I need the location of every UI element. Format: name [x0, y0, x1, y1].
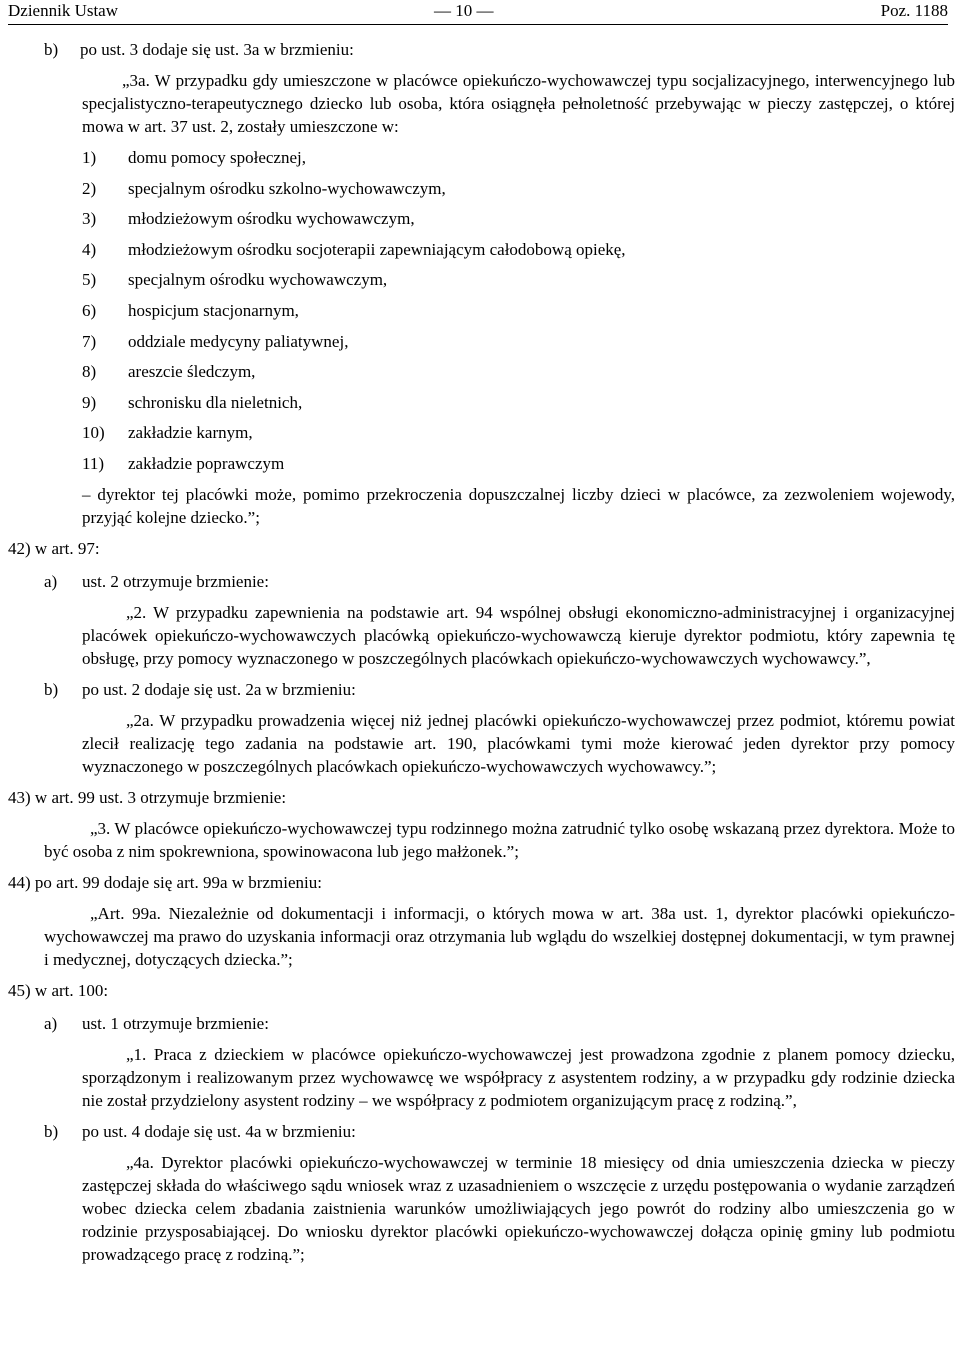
list-item-text: zakładzie karnym, [128, 423, 253, 443]
section-42-point-b [44, 678, 955, 701]
point-a-text: ust. 2 otrzymuje brzmienie: [82, 571, 269, 591]
section-45-heading: 45) w art. 100: [8, 980, 109, 1000]
list-item-number: 7) [82, 331, 97, 351]
section-45-quote-b: „4a. Dyrektor placówki opiekuńczo-wychowawczej w terminie 18 miesięcy od dnia umieszczenia dziecka w pieczy zastępczej składa do właściwego sądu wniosek wraz z uzasadnieniem o wszczęcie z urzędu postępowania o wydanie zarządzeń wobec dziecka celem zbadania zaistnienia warunków umożliwiających jego powrót do rodziny albo umieszczenia go w rodzinie przysposabiającej. Do wniosku dyrektor placówki opiekuńczo-wychowawczej dołącza opinię gminy lub podmiotu prowadzącego pracę z rodziną.”; [82, 1152, 955, 1264]
list-item-number: 2) [82, 178, 97, 198]
list-item [82, 330, 955, 353]
list-item-text: oddziale medycyny paliatywnej, [128, 331, 349, 351]
list-item-text: areszcie śledczym, [128, 362, 256, 382]
section-42-heading: 42) w art. 97: [8, 538, 100, 558]
list-item [82, 360, 955, 383]
list-item-text: młodzieżowym ośrodku socjoterapii zapewniającym całodobową opiekę, [128, 239, 626, 259]
section-44-quote: „Art. 99a. Niezależnie od dokumentacji i informacji, o których mowa w art. 38a ust. 1, dyrektor placówki opiekuńczo-wychowawczej ma prawo do uzyskania informacji oraz otrzymania lub wglądu do wszelkiej dostępnej dokumentacji, w tym prawnej i medycznej, dotyczących dziecka.”; [44, 903, 955, 969]
list-item [82, 391, 955, 414]
list-item [82, 238, 955, 261]
list-item [82, 421, 955, 444]
list-item-number: 11) [82, 453, 105, 473]
list-item [82, 268, 955, 291]
position-number: Poz. 1188 [880, 1, 948, 20]
point-a-text: ust. 1 otrzymuje brzmienie: [82, 1013, 269, 1033]
section-44-heading: 44) po art. 99 dodaje się art. 99a w brzmieniu: [8, 872, 322, 892]
point-b-marker: b) [44, 1121, 59, 1141]
section-42-quote-b: „2a. W przypadku prowadzenia więcej niż jednej placówki opiekuńczo-wychowawczej przez podmiot, któremu powiat zlecił realizację tego zadania na podstawie art. 190, placówkami tymi może kierować jeden dyrektor przy pomocy wyznaczonego w poszczególnych placówkach opiekuńczo-wychowawczych wychowawcy.”; [82, 710, 955, 776]
section-43-heading: 43) w art. 99 ust. 3 otrzymuje brzmienie: [8, 787, 287, 807]
list-item-number: 9) [82, 392, 97, 412]
document-body [0, 38, 960, 1266]
list-item-text: młodzieżowym ośrodku wychowawczym, [128, 209, 415, 229]
list-item-number: 10) [82, 423, 105, 443]
list-item [82, 299, 955, 322]
list-item-number: 3) [82, 209, 97, 229]
point-a-marker: a) [44, 571, 58, 591]
page-number: — 10 — [434, 1, 494, 20]
point-b-marker: b) [44, 40, 59, 59]
point-b-text: po ust. 4 dodaje się ust. 4a w brzmieniu: [82, 1121, 356, 1141]
list-item-text: specjalnym ośrodku szkolno-wychowawczym, [128, 178, 446, 198]
list-item [82, 452, 955, 475]
paragraph-3a: „3a. W przypadku gdy umieszczone w placówce opiekuńczo-wychowawczej typu socjalizacyjnego, interwencyjnego lub specjalistyczno-terapeutycznego dziecko lub osoba, która osiągnęła pełnoletność przebywając w pieczy zastępczej, o której mowa w art. 37 ust. 2, zostały umieszczone w: [82, 71, 955, 136]
enumerated-list [0, 146, 960, 475]
section-45-quote-a: „1. Praca z dzieckiem w placówce opiekuńczo-wychowawczej jest prowadzona zgodnie z planem pomocy dziecku, sporządzonym i realizowanym przez wychowawcę we współpracy z asystentem rodziny, a w przypadku gdy rodzinie dziecka nie został przydzielony asystent rodziny – we współpracy z podmiotem organizującym pracę z rodziną.”, [82, 1044, 955, 1110]
header-rule [8, 24, 948, 25]
page-header [0, 0, 960, 24]
section-45-point-b [44, 1120, 955, 1143]
list-item [82, 207, 955, 230]
list-item-number: 8) [82, 362, 97, 382]
list-item [82, 177, 955, 200]
point-b-text: po ust. 3 dodaje się ust. 3a w brzmieniu: [80, 40, 354, 59]
section-42-quote-a: „2. W przypadku zapewnienia na podstawie art. 94 wspólnej obsługi ekonomiczno-administracyjnej i organizacyjnej placówek opiekuńczo-wychowawczych placówką opiekuńczo-wychowawczą kieruje dyrektor podmiotu, który zapewnia tę obsługę, przy pomocy wyznaczonego w poszczególnych placówkach opiekuńczo-wychowawczych wychowawcy.”, [82, 602, 955, 668]
section-42-point-a [44, 570, 955, 593]
point-b-marker: b) [44, 679, 59, 699]
point-a-marker: a) [44, 1013, 58, 1033]
list-item-number: 4) [82, 239, 97, 259]
list-item [82, 146, 955, 169]
list-item-text: schronisku dla nieletnich, [128, 392, 303, 412]
list-item-number: 1) [82, 148, 97, 167]
paragraph-tail: – dyrektor tej placówki może, pomimo przekroczenia dopuszczalnej liczby dzieci w placówce, za zezwoleniem wojewody, przyjąć kolejne dziecko.”; [82, 484, 955, 527]
point-b-text: po ust. 2 dodaje się ust. 2a w brzmieniu: [82, 679, 356, 699]
list-item-text: zakładzie poprawczym [128, 453, 285, 473]
list-item-number: 6) [82, 300, 97, 320]
list-item-number: 5) [82, 270, 97, 290]
point-b-intro [44, 38, 955, 61]
journal-title: Dziennik Ustaw [8, 1, 119, 20]
list-item-text: domu pomocy społecznej, [128, 148, 306, 167]
list-item-text: specjalnym ośrodku wychowawczym, [128, 270, 388, 290]
section-45-point-a [44, 1012, 955, 1035]
section-43-quote: „3. W placówce opiekuńczo-wychowawczej typu rodzinnego można zatrudnić tylko osobę wskazaną przez dyrektora. Może to być osoba z nim spokrewniona, spowinowacona lub jego małżonek.”; [44, 818, 955, 861]
list-item-text: hospicjum stacjonarnym, [128, 300, 299, 320]
